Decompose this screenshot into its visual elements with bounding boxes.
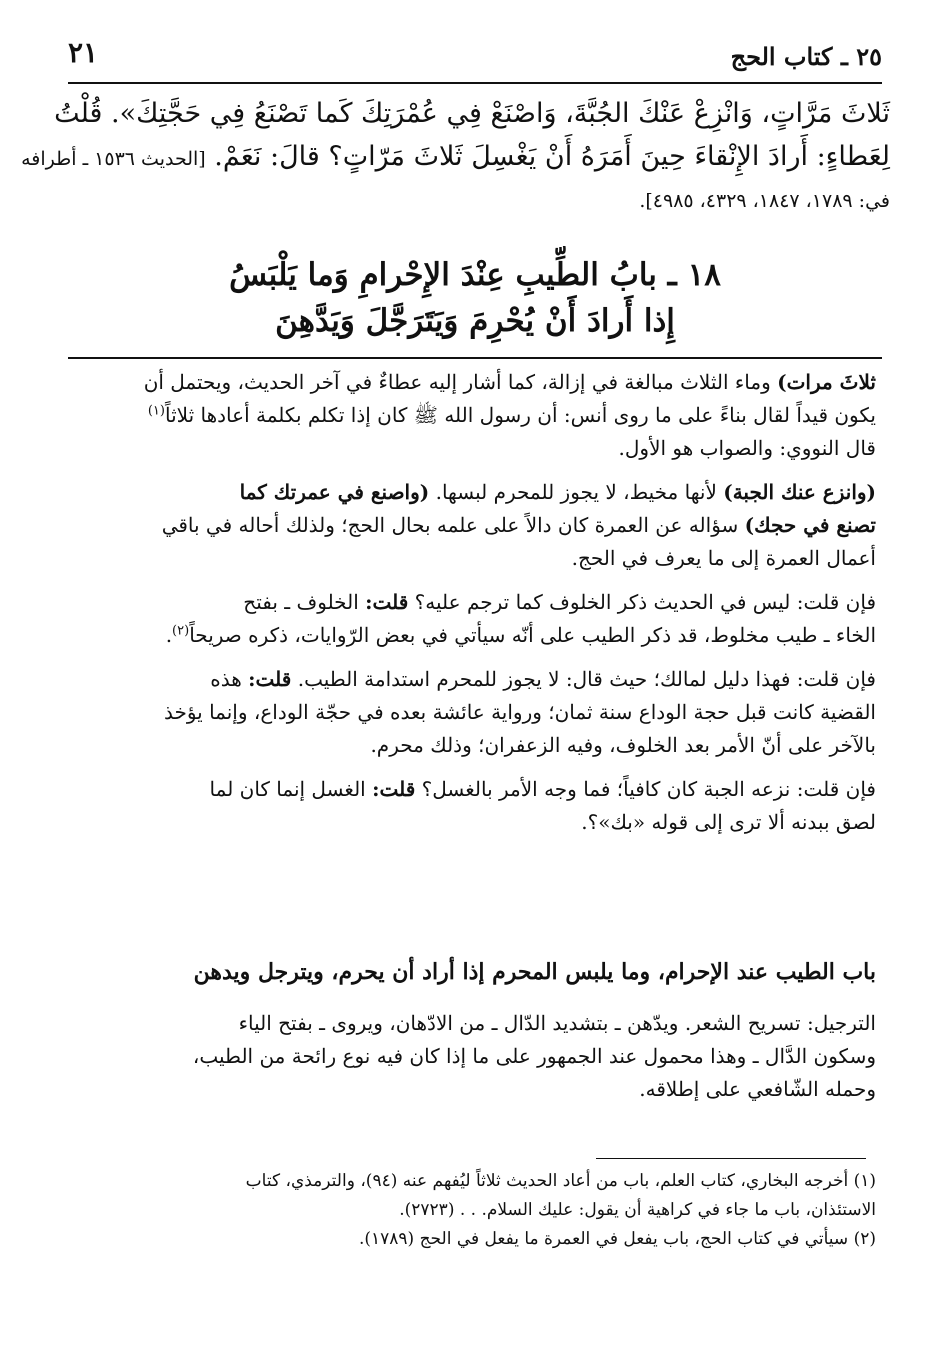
footnote-1: (١) أخرجه البخاري، كتاب العلم، باب من أعاد الحديث ثلاثاً ليُفهم عنه (٩٤)، والترمذي، كتاب (245, 1171, 876, 1191)
hadith-line-text: لِعَطاءٍ: أَرادَ الإِنْقاءَ حِينَ أَمَرَهُ أَنْ يَغْسِلَ ثَلاثَ مَرّاتٍ؟ قالَ: نَعَمْ. (214, 141, 890, 172)
text-span: لأنها مخيط، لا يجوز للمحرم لبسها. (429, 480, 724, 504)
text-line: قال النووي: والصواب هو الأول. (618, 436, 876, 460)
footnote-marker[interactable]: (١) (147, 403, 165, 419)
page-number: ٢١ (68, 36, 99, 69)
text-line (64, 509, 876, 542)
page-header (68, 32, 882, 84)
text-line (64, 773, 876, 806)
commentary (64, 366, 876, 850)
text-line (64, 399, 876, 432)
hadith-line: ثَلاثَ مَرَّاتٍ، وَانْزِعْ عَنْكَ الجُبَّةَ، وَاصْنَعْ فِي عُمْرَتِكَ كَما تَصْنَعُ فِي حَجَّتِكَ». قُلْتُ (54, 98, 890, 129)
chapter-title (80, 252, 870, 344)
paragraph (64, 663, 876, 762)
text-span: سؤاله عن العمرة كان دالاً على علمه بحال الحج؛ ولذلك أحاله في باقي (161, 513, 745, 537)
footnote-1-continued: الاستئذان، باب ما جاء في كراهية أن يقول: عليك السلام. . . (٢٧٢٣). (399, 1200, 876, 1220)
chapter-title-line: إِذا أَرادَ أَنْ يُحْرِمَ وَيَتَرَجَّلَ وَيَدَّهِنَ (275, 303, 675, 339)
bold-term: قلت: (372, 777, 416, 801)
text-span: الخلوف ـ بفتح (243, 590, 366, 614)
text-span: فإن قلت: نزعه الجبة كان كافياً؛ فما وجه الأمر بالغسل؟ (415, 777, 876, 801)
bold-term: قلت: (248, 667, 292, 691)
text-line: أعمال العمرة إلى ما يعرف في الحج. (571, 546, 876, 570)
text-line (64, 586, 876, 619)
text-line: بالآخر على أنّ الأمر بعد الخلوف، وفيه الزعفران؛ وذلك محرم. (370, 733, 876, 757)
hadith-reference: [الحديث ١٥٣٦ ـ أطرافه (21, 148, 206, 170)
text-span: هذه (210, 667, 249, 691)
bold-term: ثلاثَ مرات) (777, 370, 876, 394)
text-line: القضية كانت قبل حجة الوداع سنة ثمان؛ ورواية عائشة بعده في حجّة الوداع، وإنما يؤخذ (163, 700, 876, 724)
text-line: لصق ببدنه ألا ترى إلى قوله «بك»؟. (581, 810, 876, 834)
paragraph (64, 1007, 876, 1106)
hadith-text (21, 92, 890, 221)
chapter-title-line: ١٨ ـ بابُ الطِّيبِ عِنْدَ الإِحْرامِ وَما يَلْبَسُ (229, 257, 721, 293)
paragraph (64, 366, 876, 465)
hadith-reference-line: في: ١٧٨٩، ١٨٤٧، ٤٣٢٩، ٤٩٨٥]. (639, 190, 890, 212)
text-line: وسكون الدَّال ـ وهذا محمول عند الجمهور على ما إذا كان فيه نوع رائحة من الطيب، (192, 1044, 876, 1068)
paragraph (64, 773, 876, 839)
footnotes (68, 1167, 876, 1254)
text-span: وماء الثلاث مبالغة في إزالة، كما أشار إليه عطاءٌ في آخر الحديث، ويحتمل أن (143, 370, 778, 394)
text-span: الخاء ـ طيب مخلوط، قد ذكر الطيب على أنّه سيأتي في بعض الرّوايات، ذكره صريحاً (189, 623, 876, 647)
divider (68, 357, 882, 359)
text-span: يكون قيداً لقال بناءً على ما روى أنس: أن رسول الله ﷺ كان إذا تكلم بكلمة أعادها ثلاثاً (164, 403, 876, 427)
running-title: ٢٥ ـ كتاب الحج (730, 42, 882, 71)
bold-term: قلت: (365, 590, 409, 614)
text-line (64, 366, 876, 399)
commentary-tarjil (64, 1007, 876, 1117)
period: . (165, 623, 173, 647)
bold-term: تصنع في حجك) (744, 513, 876, 537)
footnote-marker[interactable]: (٢) (172, 623, 190, 639)
text-line (64, 619, 876, 652)
paragraph (64, 476, 876, 575)
bold-term: (وانزع عنك الجبة) (723, 480, 876, 504)
text-line: وحمله الشّافعي على إطلاقه. (639, 1077, 876, 1101)
text-span: الغسل إنما كان لما (209, 777, 373, 801)
footnote-2: (٢) سيأتي في كتاب الحج، باب يفعل في العمرة ما يفعل في الحج (١٧٨٩). (358, 1229, 876, 1249)
text-span: فإن قلت: فهذا دليل لمالك؛ حيث قال: لا يجوز للمحرم استدامة الطيب. (291, 667, 876, 691)
text-line: الترجيل: تسريح الشعر. ويدّهن ـ بتشديد الدّال ـ من الادّهان، ويروى ـ بفتح الياء (238, 1011, 876, 1035)
footnote-divider (596, 1158, 866, 1159)
text-line (64, 663, 876, 696)
section-heading: باب الطيب عند الإحرام، وما يلبس المحرم إذا أراد أن يحرم، ويترجل ويدهن (193, 959, 876, 985)
text-line (64, 476, 876, 509)
text-span: فإن قلت: ليس في الحديث ذكر الخلوف كما ترجم عليه؟ (408, 590, 876, 614)
paragraph (64, 586, 876, 652)
hadith-line (21, 135, 890, 181)
bold-term: (واصنع في عمرتك كما (239, 480, 430, 504)
